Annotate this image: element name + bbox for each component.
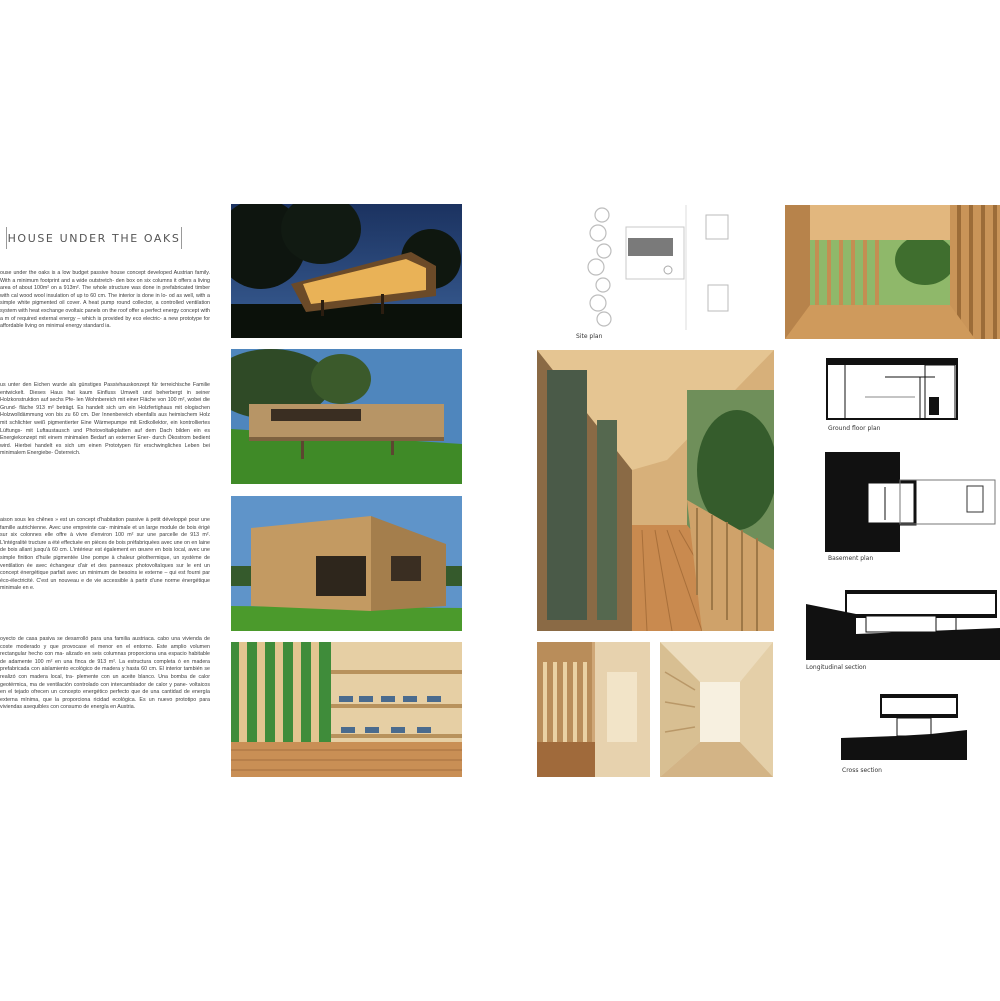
caption-ground-floor-plan: Ground floor plan [828,425,881,432]
photo-shoe-rack [231,642,462,777]
photo-balcony [537,350,774,631]
photo-interior-corridor [660,642,773,777]
caption-site-plan: Site plan [576,333,603,340]
photo-house-corner [231,496,462,631]
text-french: aison sous les chênes » est un concept d'habitation passive à petit développé pour une famille autrichienne. Avec une empreinte car- minimale et un large module de bois érigé sur six colonnes elle offre à vivre d'environ 100 m² sur une parcelle de 913 m². L'intégralité tructure a été effectuée en pièces de bois préfabriquées avec une on en laine de bois allant jusqu'à 60 cm. L'intérieur est également en œuvre en bois local, avec une simple finition d'huile pigmentée Une pompe à chaleur géothermique, un système de ventilation ée avec échangeur d'air et des panneaux photovoltaïques sur le ent un concept énergétique parfait avec un minimum de besoins ie externe – qui est fourni par éco-électricité. C'est un nouveau e de vie accessible à partir d'une norme énergétique minimale en e. [0,517,210,592]
photo-house-side [231,349,462,484]
longitudinal-section-drawing [806,584,1000,660]
photo-interior-entry [537,642,650,777]
caption-basement-plan: Basement plan [828,555,874,562]
project-title: HOUSE UNDER THE OAKS [7,231,181,245]
basement-plan-drawing [825,452,1000,552]
cross-section-drawing [841,690,967,760]
caption-longitudinal-section: Longitudinal section [806,664,867,671]
photo-covered-terrace [785,205,1000,339]
text-english: ouse under the oaks is a low budget passive house concept developed Austrian family. With a minimum footprint and a wide outstretch- den box on six columns it offers a living area of about 100m² on a 913m². The whole structure was done in prefabricated timber with cal wood wool insulation of up to 60 cm. The interior is done in lo- od as well, with a simple white pigmented oil cover. A heat pump round collector, a controlled ventilation system with heat exchange ovoltaic panels on the roof offer a perfect energy concept with a m of required external energy – which is provided by eco electric- a new prototype for affordable living on minimal energy standard ia. [0,270,210,330]
project-title-box [6,227,182,249]
ground-floor-plan-drawing [825,357,959,421]
text-german: us unter den Eichen wurde als günstiges Passivhauskonzept für terreichische Familie entwickelt. Dieses Haus hat kaum Einfluss Umwelt und beherbergt in seiner Holzkonstruktion auf sechs Pfe- len Wohnbereich mit einer Fläche von 100 m², wobei die Grund- fläche 913 m² beträgt. Es handelt sich um ein Holzfertighaus mit ologischen Holzwolldämmung von bis zu 60 cm. Der Innenbereich ebenfalls aus heimischem Holz mit schlichter weiß pigmentierter Eine Wärmepumpe mit Erdkollektor, ein kontrolliertes Lüftungs- mit Luftaustausch und Photovoltaikplatten auf dem Dach bilden ein es Energiekonzept mit einem minimalen Bedarf an externer Ener- durch Ökostrom bedient wird. Hierbei handelt es sich um einen Prototypen für erschwingliches Leben bei minimalem Energiebe- Österreich. [0,382,210,457]
text-spanish: oyecto de casa pasiva se desarrolló para una familia austriaca. cabo una vivienda de coste moderado y que provocase el menor en el entorno. Este amplio volumen rectangular hecho con ma- alizado en seis columnas proporciona una espacio habitable de adamente 100 m² en una finca de 913 m². La estructura completa ó en madera prefabricada con aislamiento ecológico de madera y hasta 60 cm. El interior también se realizó con madera local, tra- plemente con un aceite blanco. Una bomba de calor geotérmica, ma de ventilación controlado con intercambiador de calor y pane- voltaicos en el tejado ofrecen un concepto energético perfecto que de una cantidad de energía externa mínima, que la proporciona ricidad ecológica. Es un nuevo prototipo para viviendas asequibles con consumo de energía en Austria. [0,636,210,711]
photo-house-dusk [231,204,462,338]
caption-cross-section: Cross section [842,767,882,774]
site-plan-drawing [576,205,736,330]
